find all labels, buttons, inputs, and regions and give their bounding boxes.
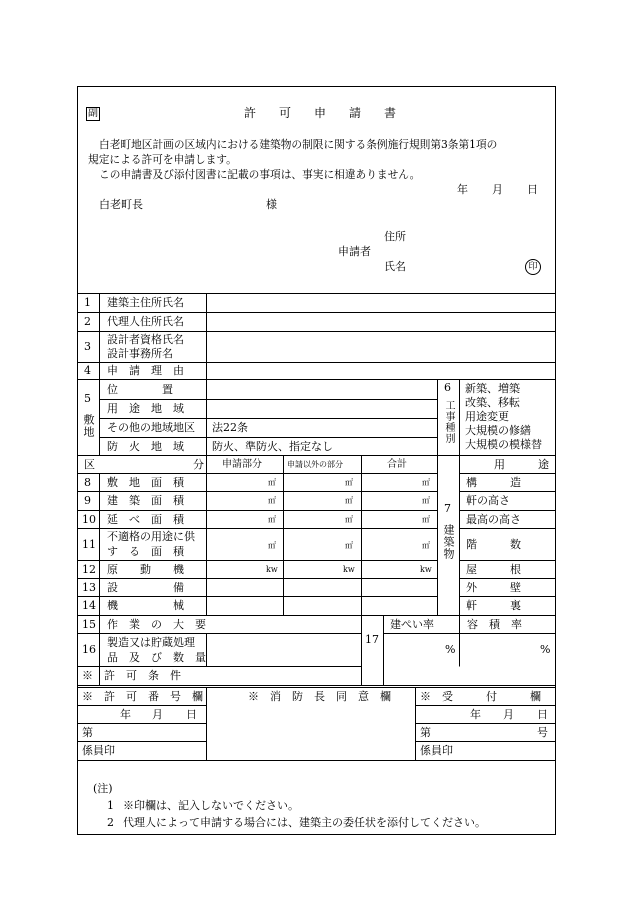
floor-area-ratio-percent: %	[540, 643, 551, 656]
title-char-5: 書	[384, 106, 397, 120]
row-16-number: 16	[82, 643, 96, 656]
title-char-4: 請	[349, 106, 362, 120]
row-3-label-line2: 設計事務所名	[107, 347, 173, 360]
coverage-ratio-label: 建ぺい率	[390, 618, 434, 631]
date-day-label: 日	[527, 183, 538, 196]
row-11-number: 11	[82, 538, 96, 551]
permit-date-month: 月	[152, 708, 163, 721]
row-11-applied-unit: ㎡	[268, 541, 276, 550]
building-label: 建築物	[442, 524, 455, 560]
row-4-label: 申 請 理 由	[107, 364, 184, 377]
row-16-label-line2: 品 及 び 数 量	[107, 651, 206, 664]
row-13-number: 13	[82, 581, 96, 594]
permit-date-day: 日	[186, 708, 197, 721]
permit-date-year: 年	[120, 708, 131, 721]
building-max-height-label: 最高の高さ	[466, 513, 521, 526]
title-char-2: 可	[279, 106, 292, 120]
row-9-total-unit: ㎡	[422, 496, 430, 505]
row-12-label: 原 動 機	[107, 563, 184, 576]
row-1-label: 建築主住所氏名	[107, 296, 184, 309]
row-15-label: 作 業 の 大 要	[107, 618, 206, 631]
row-9-number: 9	[84, 494, 91, 507]
note-1-number: 1	[107, 799, 114, 812]
area-header-applied: 申請部分	[222, 459, 262, 470]
row-8-other-unit: ㎡	[345, 478, 353, 487]
row-9-label: 建 築 面 積	[107, 494, 184, 507]
intro-line-2: 規定による許可を申請します。	[88, 153, 237, 166]
note-2-text: 代理人によって申請する場合には、建築主の委任状を添付してください。	[123, 816, 486, 829]
work-type-label: 工事種別	[443, 400, 454, 444]
permit-number-header: ※ 許 可 番 号 欄	[82, 690, 203, 703]
row-15-number: 15	[82, 618, 96, 631]
building-roof-label: 屋 根	[466, 563, 521, 576]
date-year-label: 年	[457, 183, 468, 196]
row-11-other-unit: ㎡	[345, 541, 353, 550]
work-type-option-3: 用途変更	[465, 410, 509, 423]
area-header-category: 区	[84, 458, 95, 471]
row-11-total-unit: ㎡	[422, 541, 430, 550]
row-16-label-line1: 製造又は貯蔵処理	[107, 636, 195, 649]
row-17-number: 17	[365, 633, 379, 646]
site-other-zone-value: 法22条	[212, 421, 248, 434]
addressee: 白老町長	[99, 198, 143, 211]
permit-conditions-label: ※ 許 可 条 件	[82, 669, 181, 682]
row-4-number: 4	[84, 364, 91, 377]
row-8-total-unit: ㎡	[422, 478, 430, 487]
notes-heading: (注)	[93, 782, 113, 795]
row-1-number: 1	[84, 296, 91, 309]
date-month-label: 月	[492, 183, 503, 196]
site-other-zone-label: その他の地域地区	[107, 421, 195, 434]
site-number: 5	[84, 392, 91, 405]
building-structure-label: 構 造	[466, 476, 521, 489]
site-fire-zone-value: 防火、準防火、指定なし	[212, 440, 333, 453]
duplicate-mark: 副	[88, 108, 98, 119]
row-14-label: 機 械	[107, 599, 184, 612]
area-header-total: 合計	[387, 459, 407, 470]
seal-mark: 印	[525, 259, 541, 275]
site-label: 敷地	[82, 414, 95, 438]
row-12-number: 12	[82, 563, 96, 576]
note-1-text: ※印欄は、記入しないでください。	[123, 799, 299, 812]
receipt-header: ※ 受 付 欄	[420, 690, 541, 703]
intro-line-3: この申請書及び添付図書に記載の事項は、事実に相違ありません。	[99, 168, 421, 181]
permit-number-prefix: 第	[82, 726, 93, 739]
receipt-number-prefix: 第	[420, 726, 431, 739]
row-8-number: 8	[84, 476, 91, 489]
row-2-label: 代理人住所氏名	[107, 315, 184, 328]
building-number: 7	[444, 502, 451, 515]
floor-area-ratio-label: 容 積 率	[467, 618, 522, 631]
work-type-option-2: 改築、移転	[465, 396, 520, 409]
receipt-number-suffix: 号	[537, 726, 548, 739]
row-11-label-line2: す る 面 積	[107, 545, 184, 558]
row-9-other-unit: ㎡	[345, 496, 353, 505]
fire-chief-consent-header: ※ 消 防 長 同 意 欄	[248, 690, 391, 703]
work-type-option-4: 大規模の修繕	[465, 424, 531, 437]
site-use-zone-label: 用 途 地 域	[107, 402, 184, 415]
building-outer-wall-label: 外 壁	[466, 581, 521, 594]
site-location-label: 位 置	[107, 383, 173, 396]
row-9-applied-unit: ㎡	[268, 496, 276, 505]
row-10-total-unit: ㎡	[422, 515, 430, 524]
applicant-label: 申請者	[338, 245, 371, 258]
row-2-number: 2	[84, 315, 91, 328]
row-8-applied-unit: ㎡	[268, 478, 276, 487]
work-type-option-1: 新築、増築	[465, 382, 520, 395]
title-char-1: 許	[244, 106, 257, 120]
building-header-use: 用 途	[494, 458, 549, 471]
area-header-category-2: 分	[193, 458, 204, 471]
building-soffit-label: 軒 裏	[466, 599, 521, 612]
area-header-other: 申請以外の部分	[287, 460, 343, 469]
row-10-number: 10	[82, 513, 96, 526]
receipt-date-day: 日	[537, 708, 548, 721]
row-10-label: 延 べ 面 積	[107, 513, 184, 526]
receipt-date-year: 年	[470, 708, 481, 721]
work-type-number: 6	[444, 381, 451, 394]
site-fire-zone-label: 防 火 地 域	[107, 440, 184, 453]
row-12-total-unit: kw	[420, 565, 432, 574]
address-label: 住所	[384, 230, 406, 243]
receipt-date-month: 月	[503, 708, 514, 721]
building-floors-label: 階 数	[466, 538, 521, 551]
row-3-label-line1: 設計者資格氏名	[107, 333, 184, 346]
note-2-number: 2	[107, 816, 114, 829]
row-14-number: 14	[82, 599, 96, 612]
row-12-applied-unit: kw	[266, 565, 278, 574]
row-11-label-line1: 不適格の用途に供	[107, 530, 195, 543]
name-label: 氏名	[384, 260, 406, 273]
row-10-other-unit: ㎡	[345, 515, 353, 524]
intro-line-1: 白老町地区計画の区域内における建築物の制限に関する条例施行規則第3条第1項の	[99, 138, 498, 151]
row-10-applied-unit: ㎡	[268, 515, 276, 524]
honorific: 様	[266, 198, 277, 211]
work-type-option-5: 大規模の模様替	[465, 438, 542, 451]
row-13-label: 設 備	[107, 581, 184, 594]
permit-staff-seal: 係員印	[82, 744, 115, 757]
coverage-ratio-percent: %	[445, 643, 456, 656]
receipt-staff-seal: 係員印	[420, 744, 453, 757]
row-8-label: 敷 地 面 積	[107, 476, 184, 489]
title-char-3: 申	[314, 106, 327, 120]
row-3-number: 3	[84, 340, 91, 353]
building-eave-height-label: 軒の高さ	[466, 494, 510, 507]
row-12-other-unit: kw	[343, 565, 355, 574]
